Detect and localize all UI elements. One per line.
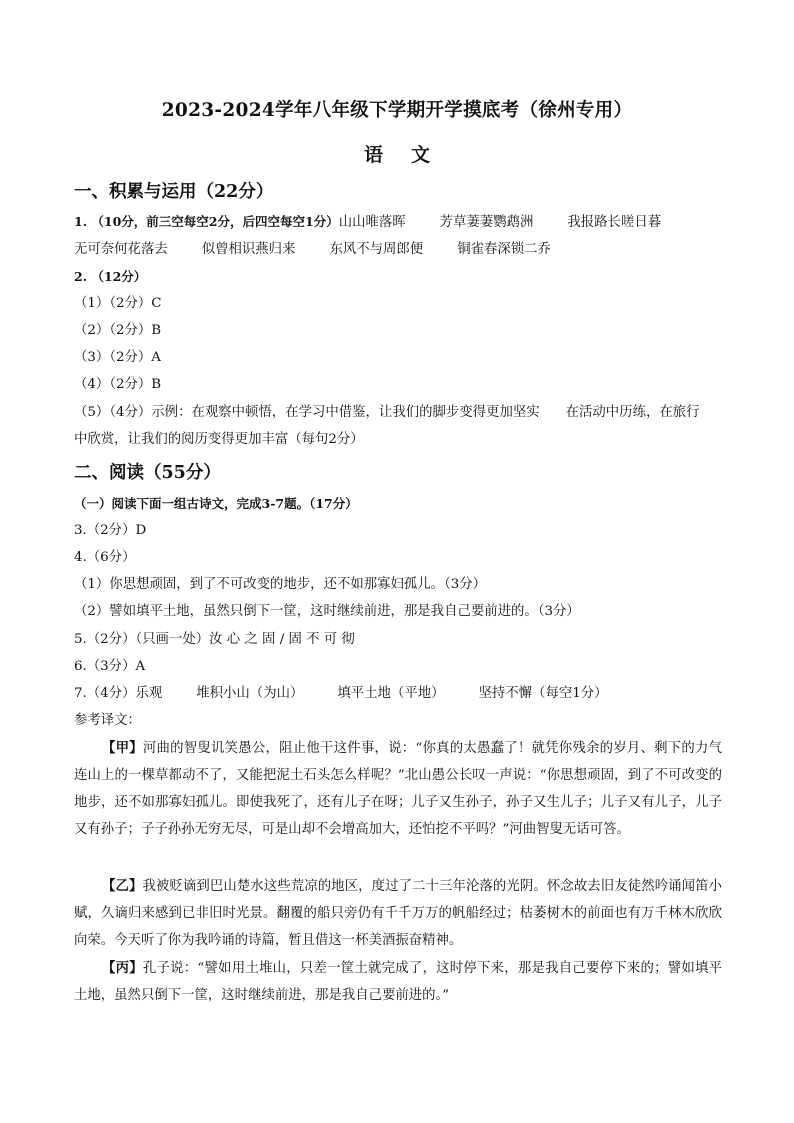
q1-answer-5: 似曾相识燕归来	[201, 242, 296, 257]
q4-answer-2: （2）譬如填平土地，虽然只倒下一筐，这时继续前进，那是我自己要前进的。（3分）	[74, 604, 580, 619]
q1-answer-4: 无可奈何花落去	[74, 242, 168, 257]
q1-line-1	[74, 212, 722, 233]
q1-answer-2: 芳草萋萋鹦鹉洲	[439, 215, 534, 230]
q2-answer-4: （4）（2分）B	[74, 377, 162, 392]
q1-line-2	[74, 240, 722, 260]
section-1-heading: 一、积累与运用（22分）	[74, 182, 274, 202]
translation-yi-label: 【乙】	[102, 878, 143, 894]
translation-bing	[74, 955, 722, 1009]
q4-answer-1: （1）你思想顽固，到了不可改变的地步，还不如那寡妇孤儿。（3分）	[74, 577, 487, 592]
q1-answer-3: 我报路长嗟日暮	[567, 215, 662, 230]
subject-char-1: 语	[363, 144, 383, 166]
translation-jia-text: 河曲的智叟讥笑愚公，阻止他干这件事，说：“你真的太愚蠢了！就凭你残余的岁月、剩下的力气连山上的一棵草都动不了，又能把泥土石头怎么样呢？”北山愚公长叹一声说：“你思想顽固，到了不可改变的地步，还不如那寡妇孤儿。即使我死了，还有儿子在呀；儿子又生孙子，孙子又生儿子；儿子又有儿子，儿子又有孙子；子子孙孙无穷无尽，可是山却不会增高加大，还怕挖不平吗？”河曲智叟无话可答。	[74, 741, 723, 837]
translation-bing-text: 孔子说：“譬如用土堆山，只差一筐土就完成了，这时停下来，那是我自己要停下来的；譬如填平土地，虽然只倒下一筐，这时继续前进，那是我自己要前进的。”	[74, 961, 723, 1003]
translation-yi	[74, 873, 722, 954]
translation-jia-label: 【甲】	[102, 740, 143, 756]
translation-bing-label: 【丙】	[102, 960, 143, 976]
translation-jia	[74, 735, 722, 843]
q1-answer-1: 山山唯落晖	[338, 215, 406, 230]
q2-answer-2: （2）（2分）B	[74, 323, 162, 338]
q7-answer-3: 填平土地（平地）	[337, 686, 445, 701]
q2-answer-3: （3）（2分）A	[74, 350, 161, 365]
page-title: 2023-2024学年八年级下学期开学摸底考（徐州专用）	[161, 100, 633, 121]
q7-answer-2: 堆积小山（为山）	[196, 686, 304, 701]
section-2-heading: 二、阅读（55分）	[74, 463, 221, 483]
q7-answer	[74, 684, 722, 704]
q7-answer-4: 坚持不懈（每空1分）	[478, 686, 608, 701]
q2-answer-1: （1）（2分）C	[74, 296, 162, 311]
q3-answer: 3.（2分）D	[74, 523, 147, 538]
subject-char-2: 文	[411, 144, 431, 166]
q4-label: 4.（6分）	[74, 550, 136, 565]
q5-answer: 5.（2分）（只画一处）汝 心 之 固 / 固 不 可 彻	[74, 632, 355, 647]
q2-label: 2. （12分）	[74, 269, 147, 284]
q2-answer-5-line-1	[74, 403, 722, 423]
q2-answer-5-line-2: 中欣赏，让我们的阅历变得更加丰富（每句2分）	[74, 432, 364, 447]
q6-answer: 6.（3分）A	[74, 659, 146, 674]
q1-label: 1. （10分，前三空每空2分，后四空每空1分）	[74, 214, 339, 229]
q2-answer-5b: 在活动中历练，在旅行	[565, 405, 700, 420]
q1-answer-6: 东风不与周郎便	[329, 242, 424, 257]
translation-yi-text: 我被贬谪到巴山楚水这些荒凉的地区，度过了二十三年沦落的光阴。怀念故去旧友徒然吟诵闻笛小赋，久谪归来感到已非旧时光景。翻覆的船只旁仍有千千万万的帆船经过；枯萎树木的前面也有万千林木欣欣向荣。今天听了你为我吟诵的诗篇，暂且借这一杯美酒振奋精神。	[74, 879, 723, 948]
reference-translation-label: 参考译文：	[74, 713, 141, 728]
q7-label: 7.（4分）乐观	[74, 686, 163, 701]
subsection-1-heading: （一）阅读下面一组古诗文，完成3-7题。（17分）	[74, 496, 358, 511]
subject-title	[0, 140, 794, 167]
q2-answer-5a: （5）（4分）示例：在观察中顿悟，在学习中借鉴，让我们的脚步变得更加坚实	[74, 405, 540, 420]
q1-answer-7: 铜雀春深锁二乔	[457, 242, 551, 257]
